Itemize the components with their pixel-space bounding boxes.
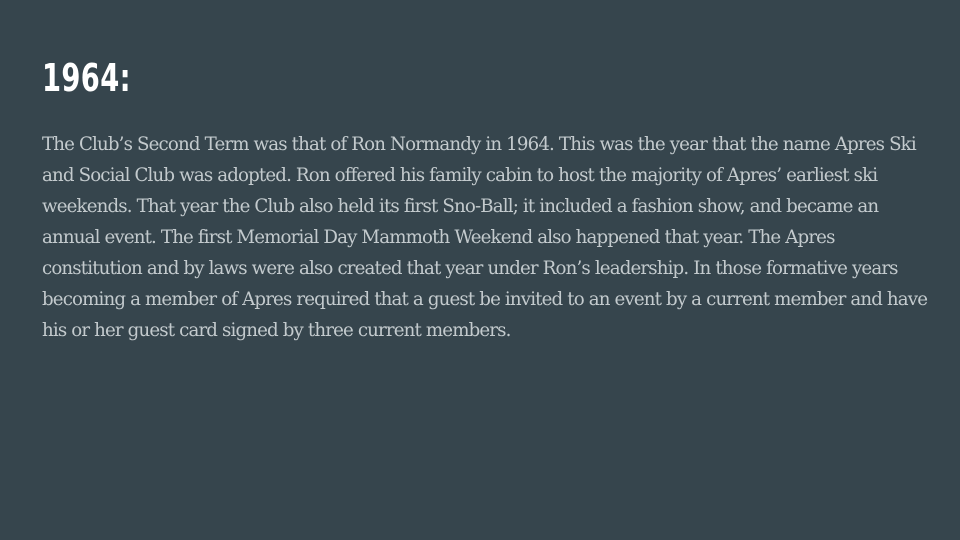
slide-body-text: The Club’s Second Term was that of Ron Normandy in 1964. This was the year that the name Apres Ski and Social Club was adopted. Ron offered his family cabin to host the majority of Apres’ earliest ski weekends. That year the Club also held its first Sno-Ball; it included a fashion show, and became an annual event. The first Memorial Day Mammoth Weekend also happened that year. The Apres constitution and by laws were also created that year under Ron’s leadership. In those formative years becoming a member of Apres required that a guest be invited to an event by a current member and have his or her guest card signed by three current members.: [42, 134, 928, 341]
slide-title: 1964:: [42, 56, 131, 100]
